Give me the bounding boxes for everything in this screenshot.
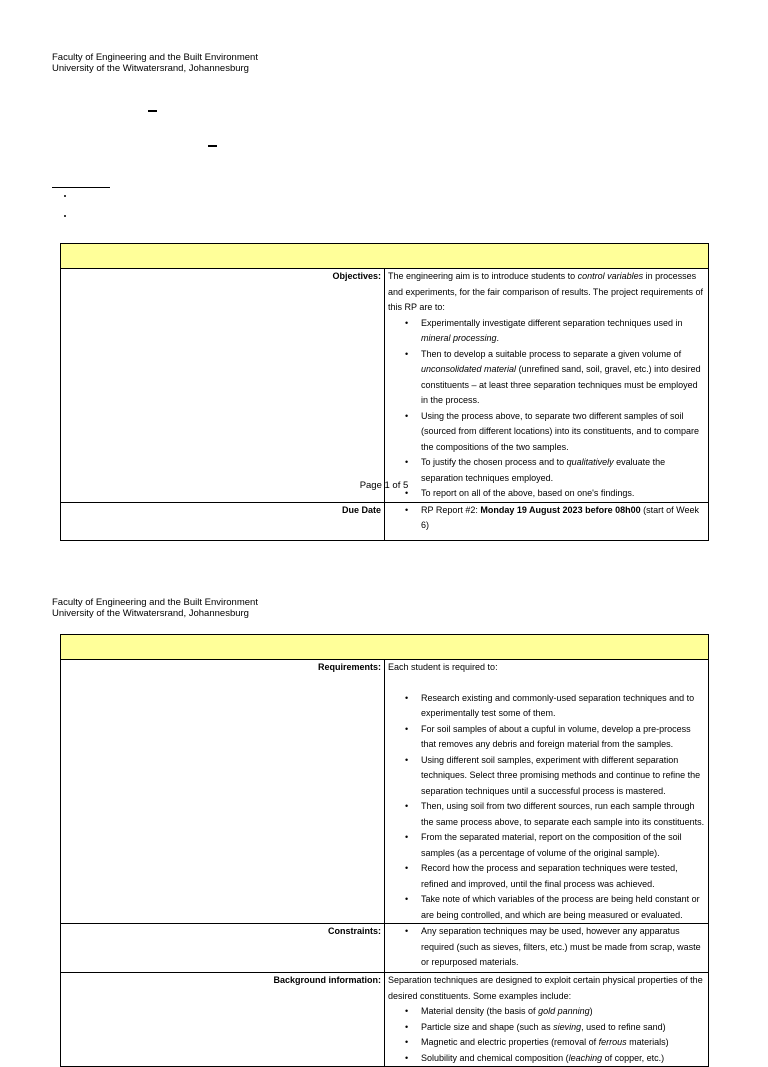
- title-dash-1: [148, 110, 157, 112]
- due-date-content: [385, 502, 709, 540]
- list-item: • Any separation techniques may be used, however any apparatus required (such as sieves, filters, etc.) must be made from scrap, waste or repurposed materials.: [388, 924, 705, 971]
- background-intro: Separation techniques are designed to exploit certain physical properties of the desired constituents. Some examples include:: [388, 975, 703, 1001]
- faculty-name: Faculty of Engineering and the Built Environment: [52, 52, 258, 63]
- list-item: • For soil samples of about a cupful in volume, develop a pre-process that removes any debris and foreign material from the samples.: [388, 722, 705, 753]
- due-date-label: Due Date: [61, 502, 385, 540]
- requirements-row: [61, 660, 709, 924]
- list-item: • Using different soil samples, experiment with different separation techniques. Select three promising methods and continue to refine the separation techniques until a successful process is mastered.: [388, 753, 705, 800]
- list-item: • Experimentally investigate different separation techniques used in mineral processing.: [388, 316, 705, 347]
- title-dash-2: [208, 145, 217, 147]
- due-date-item: • RP Report #2: Monday 19 August 2023 before 08h00 (start of Week 6): [388, 503, 705, 534]
- constraints-row: [61, 924, 709, 973]
- page2-info-table: [60, 634, 709, 1067]
- objectives-intro: The engineering aim is to introduce students to control variables in processes and experiments, for the fair comparison of results. The project requirements of this RP are to:: [388, 271, 703, 312]
- objectives-list: [388, 316, 705, 502]
- list-item: • Record how the process and separation techniques were tested, refined and improved, until the final process was achieved.: [388, 861, 705, 892]
- list-item: • From the separated material, report on the composition of the soil samples (as a percentage of volume of the original sample).: [388, 830, 705, 861]
- bullet-dot-1: [64, 195, 66, 197]
- list-item: • To report on all of the above, based on one's findings.: [388, 486, 705, 502]
- table-header-bar: [61, 635, 709, 660]
- faculty-name: Faculty of Engineering and the Built Environment: [52, 597, 258, 608]
- section-underline: [52, 187, 110, 188]
- page1-info-table: [60, 243, 709, 541]
- requirements-list: [388, 691, 705, 924]
- constraints-content: [385, 924, 709, 973]
- list-item: • Research existing and commonly-used separation techniques and to experimentally test some of them.: [388, 691, 705, 722]
- background-content: [385, 973, 709, 1067]
- constraints-label: Constraints:: [61, 924, 385, 973]
- list-item: • Then to develop a suitable process to separate a given volume of unconsolidated material (unrefined sand, soil, gravel, etc.) into desired constituents – at least three separation techniques must be employed in the process.: [388, 347, 705, 409]
- page1-header: [52, 52, 258, 74]
- objectives-row: [61, 269, 709, 503]
- list-item: • Solubility and chemical composition (leaching of copper, etc.): [388, 1051, 705, 1067]
- list-item: • To justify the chosen process and to qualitatively evaluate the separation techniques employed.: [388, 455, 705, 486]
- background-label: Background information:: [61, 973, 385, 1067]
- requirements-intro: Each student is required to:: [388, 662, 498, 672]
- bullet-dot-2: [64, 215, 66, 217]
- background-list: [388, 1004, 705, 1066]
- list-item: • Take note of which variables of the process are being held constant or are being controlled, and which are being measured or evaluated.: [388, 892, 705, 923]
- list-item: • Then, using soil from two different sources, run each sample through the same process above, to separate each sample into its constituents.: [388, 799, 705, 830]
- table-header-bar: [61, 244, 709, 269]
- list-item: • Particle size and shape (such as sieving, used to refine sand): [388, 1020, 705, 1036]
- page-number: Page 1 of 5: [359, 480, 409, 491]
- university-name: University of the Witwatersrand, Johannesburg: [52, 608, 249, 619]
- page2-header: [52, 597, 258, 619]
- requirements-content: [385, 660, 709, 924]
- due-date-row: [61, 502, 709, 540]
- requirements-label: Requirements:: [61, 660, 385, 924]
- list-item: • Magnetic and electric properties (removal of ferrous materials): [388, 1035, 705, 1051]
- background-row: [61, 973, 709, 1067]
- list-item: • Material density (the basis of gold panning): [388, 1004, 705, 1020]
- list-item: • Using the process above, to separate two different samples of soil (sourced from different locations) into its constituents, and to compare the compositions of the two samples.: [388, 409, 705, 456]
- university-name: University of the Witwatersrand, Johannesburg: [52, 63, 249, 74]
- objectives-label: Objectives:: [61, 269, 385, 503]
- objectives-content: [385, 269, 709, 503]
